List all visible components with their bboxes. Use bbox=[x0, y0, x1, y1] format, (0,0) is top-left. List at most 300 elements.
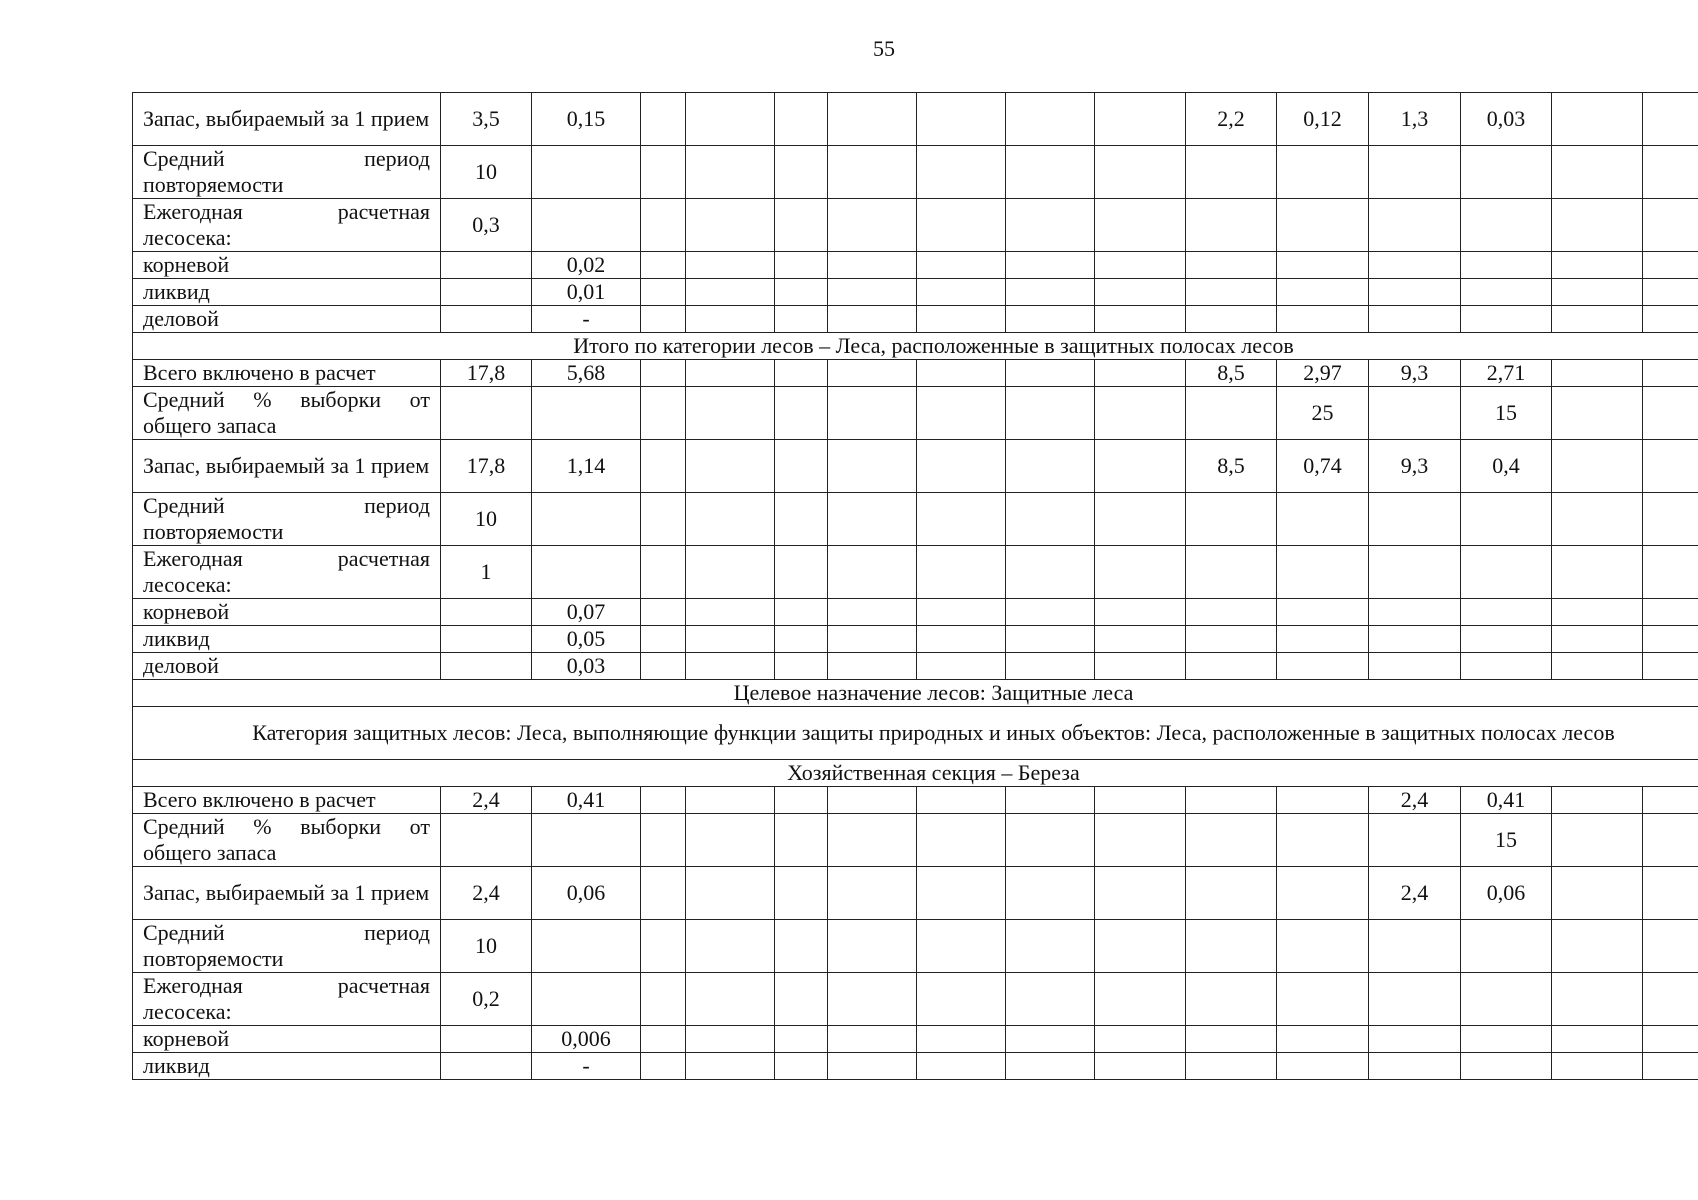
value-cell bbox=[1552, 279, 1643, 306]
value-cell bbox=[775, 814, 828, 867]
value-cell bbox=[1095, 653, 1186, 680]
value-cell bbox=[532, 387, 641, 440]
value-cell bbox=[1643, 279, 1698, 306]
value-cell bbox=[1186, 199, 1277, 252]
value-cell bbox=[1006, 626, 1095, 653]
value-cell bbox=[1186, 920, 1277, 973]
value-cell bbox=[917, 440, 1006, 493]
value-cell: 15 bbox=[1461, 814, 1552, 867]
value-cell bbox=[1369, 546, 1461, 599]
table-row bbox=[133, 546, 1698, 599]
section-title-row bbox=[133, 707, 1698, 760]
value-cell bbox=[686, 867, 775, 920]
value-cell bbox=[1006, 814, 1095, 867]
value-cell: 0,12 bbox=[1277, 93, 1369, 146]
value-cell bbox=[532, 199, 641, 252]
value-cell: 1,14 bbox=[532, 440, 641, 493]
value-cell bbox=[917, 599, 1006, 626]
value-cell bbox=[1277, 626, 1369, 653]
value-cell bbox=[1006, 787, 1095, 814]
value-cell bbox=[1643, 440, 1698, 493]
value-cell bbox=[775, 252, 828, 279]
value-cell bbox=[641, 626, 686, 653]
value-cell bbox=[532, 973, 641, 1026]
value-cell bbox=[1552, 653, 1643, 680]
value-cell bbox=[1186, 787, 1277, 814]
section-title: Категория защитных лесов: Леса, выполняющие функции защиты природных и иных объектов: Леса, расположенные в защитных полосах лесов bbox=[133, 707, 1698, 760]
row-label: Всего включено в расчет bbox=[133, 787, 441, 814]
table-row bbox=[133, 306, 1698, 333]
table-row bbox=[133, 440, 1698, 493]
value-cell: 1 bbox=[441, 546, 532, 599]
row-label: Средний % выборки от общего запаса bbox=[133, 814, 441, 867]
value-cell bbox=[641, 360, 686, 387]
value-cell: 0,05 bbox=[532, 626, 641, 653]
value-cell bbox=[686, 493, 775, 546]
value-cell bbox=[1277, 252, 1369, 279]
value-cell bbox=[1552, 867, 1643, 920]
value-cell bbox=[1095, 360, 1186, 387]
value-cell bbox=[1006, 599, 1095, 626]
value-cell bbox=[1186, 146, 1277, 199]
value-cell: 0,2 bbox=[441, 973, 532, 1026]
value-cell bbox=[1006, 306, 1095, 333]
value-cell bbox=[1095, 1026, 1186, 1053]
value-cell: 0,03 bbox=[532, 653, 641, 680]
value-cell bbox=[641, 440, 686, 493]
value-cell bbox=[917, 546, 1006, 599]
value-cell bbox=[775, 653, 828, 680]
table-row bbox=[133, 1026, 1698, 1053]
value-cell bbox=[1552, 920, 1643, 973]
value-cell bbox=[641, 973, 686, 1026]
value-cell bbox=[686, 787, 775, 814]
value-cell bbox=[1552, 493, 1643, 546]
value-cell bbox=[441, 252, 532, 279]
value-cell bbox=[641, 199, 686, 252]
value-cell bbox=[1186, 493, 1277, 546]
value-cell: 2,4 bbox=[1369, 787, 1461, 814]
value-cell bbox=[1552, 599, 1643, 626]
value-cell bbox=[1552, 252, 1643, 279]
value-cell bbox=[532, 920, 641, 973]
value-cell bbox=[1277, 920, 1369, 973]
value-cell bbox=[1369, 493, 1461, 546]
value-cell bbox=[1461, 1053, 1552, 1080]
page-number: 55 bbox=[873, 36, 895, 61]
value-cell bbox=[1643, 387, 1698, 440]
value-cell bbox=[1643, 546, 1698, 599]
value-cell bbox=[686, 599, 775, 626]
value-cell bbox=[686, 814, 775, 867]
row-label: Запас, выбираемый за 1 прием bbox=[133, 93, 441, 146]
value-cell bbox=[1095, 306, 1186, 333]
value-cell bbox=[686, 279, 775, 306]
value-cell bbox=[917, 867, 1006, 920]
value-cell bbox=[828, 1053, 917, 1080]
value-cell bbox=[1186, 973, 1277, 1026]
value-cell bbox=[828, 599, 917, 626]
value-cell bbox=[917, 653, 1006, 680]
section-title-row bbox=[133, 333, 1698, 360]
value-cell bbox=[1277, 146, 1369, 199]
value-cell bbox=[1461, 1026, 1552, 1053]
section-title-row bbox=[133, 760, 1698, 787]
value-cell bbox=[532, 546, 641, 599]
value-cell bbox=[641, 920, 686, 973]
value-cell bbox=[1461, 920, 1552, 973]
value-cell bbox=[1006, 360, 1095, 387]
value-cell bbox=[1369, 1053, 1461, 1080]
value-cell bbox=[1277, 867, 1369, 920]
value-cell bbox=[775, 599, 828, 626]
value-cell bbox=[775, 360, 828, 387]
table-row bbox=[133, 93, 1698, 146]
value-cell bbox=[1095, 93, 1186, 146]
value-cell bbox=[1006, 387, 1095, 440]
value-cell bbox=[775, 973, 828, 1026]
value-cell bbox=[1643, 1026, 1698, 1053]
value-cell bbox=[775, 279, 828, 306]
value-cell bbox=[1643, 493, 1698, 546]
table-row bbox=[133, 493, 1698, 546]
value-cell bbox=[1461, 199, 1552, 252]
value-cell bbox=[1095, 493, 1186, 546]
value-cell bbox=[641, 387, 686, 440]
row-label: ликвид bbox=[133, 279, 441, 306]
value-cell bbox=[1369, 306, 1461, 333]
value-cell bbox=[641, 252, 686, 279]
value-cell bbox=[686, 360, 775, 387]
value-cell bbox=[641, 93, 686, 146]
value-cell bbox=[1552, 306, 1643, 333]
value-cell bbox=[917, 920, 1006, 973]
value-cell bbox=[1552, 440, 1643, 493]
value-cell bbox=[828, 146, 917, 199]
value-cell bbox=[828, 814, 917, 867]
value-cell bbox=[1186, 279, 1277, 306]
value-cell bbox=[828, 360, 917, 387]
value-cell bbox=[1186, 867, 1277, 920]
row-label: корневой bbox=[133, 1026, 441, 1053]
value-cell bbox=[917, 1053, 1006, 1080]
value-cell bbox=[1552, 146, 1643, 199]
value-cell bbox=[1552, 626, 1643, 653]
value-cell bbox=[828, 306, 917, 333]
value-cell bbox=[828, 279, 917, 306]
value-cell bbox=[1552, 93, 1643, 146]
value-cell: 9,3 bbox=[1369, 360, 1461, 387]
value-cell bbox=[828, 920, 917, 973]
value-cell bbox=[1277, 653, 1369, 680]
value-cell bbox=[775, 199, 828, 252]
value-cell bbox=[641, 146, 686, 199]
value-cell: 15 bbox=[1461, 387, 1552, 440]
value-cell bbox=[686, 252, 775, 279]
table-row bbox=[133, 279, 1698, 306]
value-cell bbox=[1369, 146, 1461, 199]
value-cell bbox=[1095, 252, 1186, 279]
value-cell bbox=[1277, 493, 1369, 546]
value-cell: 17,8 bbox=[441, 440, 532, 493]
value-cell bbox=[1643, 93, 1698, 146]
value-cell bbox=[1006, 493, 1095, 546]
value-cell bbox=[1277, 787, 1369, 814]
value-cell bbox=[441, 1026, 532, 1053]
row-label: Средний период повторяемости bbox=[133, 146, 441, 199]
value-cell bbox=[1552, 360, 1643, 387]
value-cell bbox=[1643, 360, 1698, 387]
section-title: Итого по категории лесов – Леса, расположенные в защитных полосах лесов bbox=[133, 333, 1698, 360]
row-label: деловой bbox=[133, 653, 441, 680]
row-label: Ежегодная расчетная лесосека: bbox=[133, 973, 441, 1026]
value-cell bbox=[828, 546, 917, 599]
table-row bbox=[133, 1053, 1698, 1080]
value-cell bbox=[1552, 787, 1643, 814]
value-cell bbox=[828, 626, 917, 653]
value-cell bbox=[1006, 920, 1095, 973]
value-cell bbox=[1006, 1053, 1095, 1080]
row-label: ликвид bbox=[133, 626, 441, 653]
value-cell bbox=[917, 787, 1006, 814]
value-cell bbox=[1006, 279, 1095, 306]
value-cell bbox=[1186, 306, 1277, 333]
value-cell bbox=[1369, 653, 1461, 680]
value-cell: 2,97 bbox=[1277, 360, 1369, 387]
value-cell bbox=[1277, 973, 1369, 1026]
value-cell: 2,2 bbox=[1186, 93, 1277, 146]
value-cell bbox=[1006, 1026, 1095, 1053]
value-cell bbox=[828, 787, 917, 814]
value-cell bbox=[441, 814, 532, 867]
value-cell: 0,03 bbox=[1461, 93, 1552, 146]
value-cell bbox=[1643, 199, 1698, 252]
row-label: Ежегодная расчетная лесосека: bbox=[133, 199, 441, 252]
table-row bbox=[133, 252, 1698, 279]
value-cell bbox=[1369, 814, 1461, 867]
value-cell bbox=[441, 387, 532, 440]
value-cell bbox=[1643, 867, 1698, 920]
value-cell bbox=[1006, 93, 1095, 146]
value-cell bbox=[917, 146, 1006, 199]
value-cell bbox=[641, 546, 686, 599]
value-cell bbox=[775, 626, 828, 653]
value-cell: 10 bbox=[441, 920, 532, 973]
value-cell bbox=[532, 814, 641, 867]
row-label: деловой bbox=[133, 306, 441, 333]
value-cell: 0,06 bbox=[1461, 867, 1552, 920]
value-cell bbox=[1369, 626, 1461, 653]
value-cell bbox=[1277, 279, 1369, 306]
row-label: Ежегодная расчетная лесосека: bbox=[133, 546, 441, 599]
value-cell bbox=[1277, 814, 1369, 867]
value-cell bbox=[1461, 546, 1552, 599]
value-cell bbox=[1186, 653, 1277, 680]
table-row bbox=[133, 199, 1698, 252]
value-cell bbox=[441, 306, 532, 333]
value-cell bbox=[1643, 814, 1698, 867]
row-label: корневой bbox=[133, 599, 441, 626]
value-cell bbox=[917, 360, 1006, 387]
value-cell bbox=[1643, 973, 1698, 1026]
value-cell bbox=[1552, 1053, 1643, 1080]
value-cell bbox=[917, 973, 1006, 1026]
value-cell bbox=[1461, 279, 1552, 306]
value-cell bbox=[828, 653, 917, 680]
value-cell bbox=[828, 199, 917, 252]
section-title: Целевое назначение лесов: Защитные леса bbox=[133, 680, 1698, 707]
value-cell bbox=[917, 387, 1006, 440]
value-cell: 0,07 bbox=[532, 599, 641, 626]
value-cell bbox=[686, 93, 775, 146]
value-cell bbox=[686, 546, 775, 599]
table-row bbox=[133, 360, 1698, 387]
value-cell bbox=[1186, 814, 1277, 867]
section-title: Хозяйственная секция – Береза bbox=[133, 760, 1698, 787]
value-cell bbox=[1277, 199, 1369, 252]
value-cell bbox=[686, 626, 775, 653]
row-label: Запас, выбираемый за 1 прием bbox=[133, 867, 441, 920]
value-cell bbox=[1552, 973, 1643, 1026]
value-cell bbox=[828, 1026, 917, 1053]
value-cell bbox=[775, 93, 828, 146]
row-label: Всего включено в расчет bbox=[133, 360, 441, 387]
value-cell: 2,4 bbox=[441, 867, 532, 920]
value-cell bbox=[1277, 1026, 1369, 1053]
table-row bbox=[133, 867, 1698, 920]
value-cell bbox=[775, 146, 828, 199]
value-cell bbox=[641, 787, 686, 814]
value-cell bbox=[828, 973, 917, 1026]
value-cell bbox=[917, 279, 1006, 306]
value-cell bbox=[441, 653, 532, 680]
value-cell bbox=[1552, 546, 1643, 599]
value-cell bbox=[917, 814, 1006, 867]
value-cell bbox=[1643, 920, 1698, 973]
value-cell bbox=[686, 1053, 775, 1080]
value-cell bbox=[1095, 787, 1186, 814]
value-cell bbox=[532, 493, 641, 546]
value-cell bbox=[1186, 626, 1277, 653]
value-cell bbox=[1277, 599, 1369, 626]
value-cell bbox=[1643, 653, 1698, 680]
value-cell bbox=[775, 1026, 828, 1053]
value-cell bbox=[1006, 440, 1095, 493]
value-cell: 0,4 bbox=[1461, 440, 1552, 493]
table-row bbox=[133, 814, 1698, 867]
value-cell bbox=[917, 252, 1006, 279]
value-cell bbox=[1461, 252, 1552, 279]
value-cell bbox=[1643, 252, 1698, 279]
value-cell bbox=[641, 1053, 686, 1080]
value-cell bbox=[917, 1026, 1006, 1053]
value-cell bbox=[1643, 787, 1698, 814]
row-label: Средний % выборки от общего запаса bbox=[133, 387, 441, 440]
value-cell bbox=[1277, 306, 1369, 333]
value-cell bbox=[775, 440, 828, 493]
value-cell bbox=[686, 387, 775, 440]
value-cell bbox=[1369, 387, 1461, 440]
value-cell bbox=[1369, 973, 1461, 1026]
value-cell bbox=[1186, 387, 1277, 440]
value-cell: 0,3 bbox=[441, 199, 532, 252]
forest-table bbox=[132, 92, 1698, 1080]
row-label: корневой bbox=[133, 252, 441, 279]
value-cell: - bbox=[532, 306, 641, 333]
value-cell bbox=[828, 493, 917, 546]
value-cell bbox=[775, 867, 828, 920]
value-cell bbox=[686, 1026, 775, 1053]
row-label: Средний период повторяемости bbox=[133, 920, 441, 973]
value-cell bbox=[1461, 599, 1552, 626]
section-title-row bbox=[133, 680, 1698, 707]
value-cell bbox=[775, 387, 828, 440]
value-cell: 2,4 bbox=[441, 787, 532, 814]
value-cell bbox=[641, 493, 686, 546]
value-cell: 25 bbox=[1277, 387, 1369, 440]
value-cell bbox=[1461, 306, 1552, 333]
value-cell bbox=[1277, 546, 1369, 599]
value-cell bbox=[1006, 867, 1095, 920]
value-cell bbox=[1095, 387, 1186, 440]
value-cell bbox=[1552, 199, 1643, 252]
value-cell bbox=[1186, 252, 1277, 279]
value-cell bbox=[441, 599, 532, 626]
value-cell bbox=[1006, 199, 1095, 252]
value-cell bbox=[1186, 1053, 1277, 1080]
table-row bbox=[133, 973, 1698, 1026]
value-cell bbox=[1369, 1026, 1461, 1053]
table-body bbox=[133, 93, 1698, 1080]
value-cell bbox=[686, 306, 775, 333]
value-cell bbox=[775, 920, 828, 973]
value-cell bbox=[1552, 814, 1643, 867]
value-cell bbox=[1461, 973, 1552, 1026]
value-cell bbox=[1369, 252, 1461, 279]
value-cell bbox=[1095, 599, 1186, 626]
value-cell bbox=[775, 787, 828, 814]
table-row bbox=[133, 599, 1698, 626]
value-cell bbox=[1095, 279, 1186, 306]
value-cell bbox=[775, 493, 828, 546]
value-cell bbox=[1095, 867, 1186, 920]
value-cell: 0,15 bbox=[532, 93, 641, 146]
value-cell bbox=[1095, 920, 1186, 973]
value-cell bbox=[686, 973, 775, 1026]
value-cell: 1,3 bbox=[1369, 93, 1461, 146]
table-row bbox=[133, 920, 1698, 973]
value-cell bbox=[1095, 146, 1186, 199]
value-cell: 9,3 bbox=[1369, 440, 1461, 493]
value-cell bbox=[917, 199, 1006, 252]
value-cell bbox=[641, 1026, 686, 1053]
value-cell bbox=[1095, 546, 1186, 599]
value-cell bbox=[686, 920, 775, 973]
value-cell bbox=[828, 440, 917, 493]
value-cell bbox=[1186, 599, 1277, 626]
value-cell: 0,41 bbox=[532, 787, 641, 814]
value-cell bbox=[641, 867, 686, 920]
value-cell bbox=[1461, 653, 1552, 680]
value-cell bbox=[686, 199, 775, 252]
value-cell: 0,06 bbox=[532, 867, 641, 920]
value-cell bbox=[1095, 814, 1186, 867]
value-cell: 0,41 bbox=[1461, 787, 1552, 814]
value-cell bbox=[1186, 1026, 1277, 1053]
value-cell bbox=[1095, 1053, 1186, 1080]
value-cell bbox=[1369, 599, 1461, 626]
value-cell bbox=[1095, 199, 1186, 252]
